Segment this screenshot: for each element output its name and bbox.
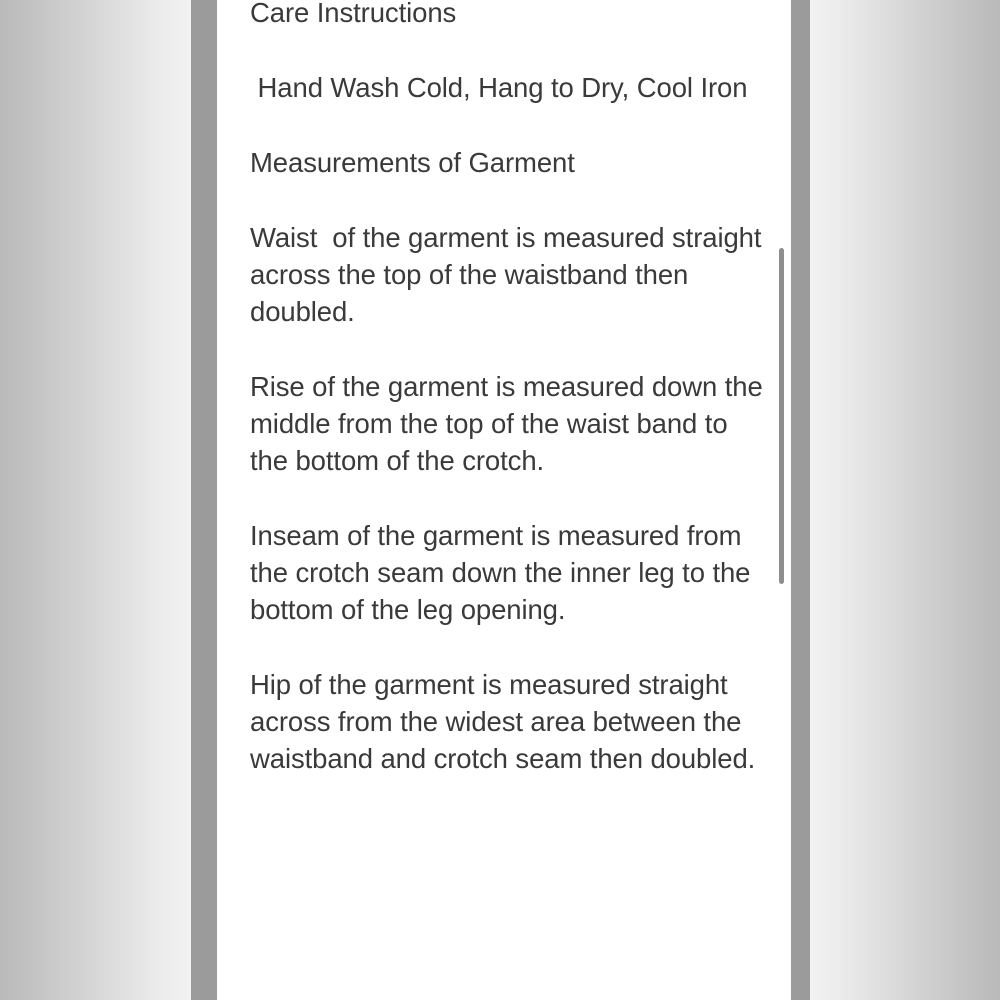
care-instructions-text: Hand Wash Cold, Hang to Dry, Cool Iron [250, 72, 748, 103]
waist-measurement-text: Waist of the garment is measured straight across the top of the waistband then doubled. [250, 222, 769, 327]
inseam-measurement-text: Inseam of the garment is measured from the crotch seam down the inner leg to the bottom of the leg opening. [250, 520, 758, 625]
vertical-scrollbar[interactable] [779, 248, 784, 584]
product-description [250, 0, 770, 815]
care-instructions-heading: Care Instructions [250, 0, 457, 28]
screen [217, 0, 791, 1000]
rise-measurement-text: Rise of the garment is measured down the middle from the top of the waist band to the bottom of the crotch. [250, 371, 771, 476]
hip-measurement-text: Hip of the garment is measured straight across from the widest area between the waistband and crotch seam then doubled. [250, 669, 756, 774]
measurements-heading: Measurements of Garment [250, 147, 575, 178]
